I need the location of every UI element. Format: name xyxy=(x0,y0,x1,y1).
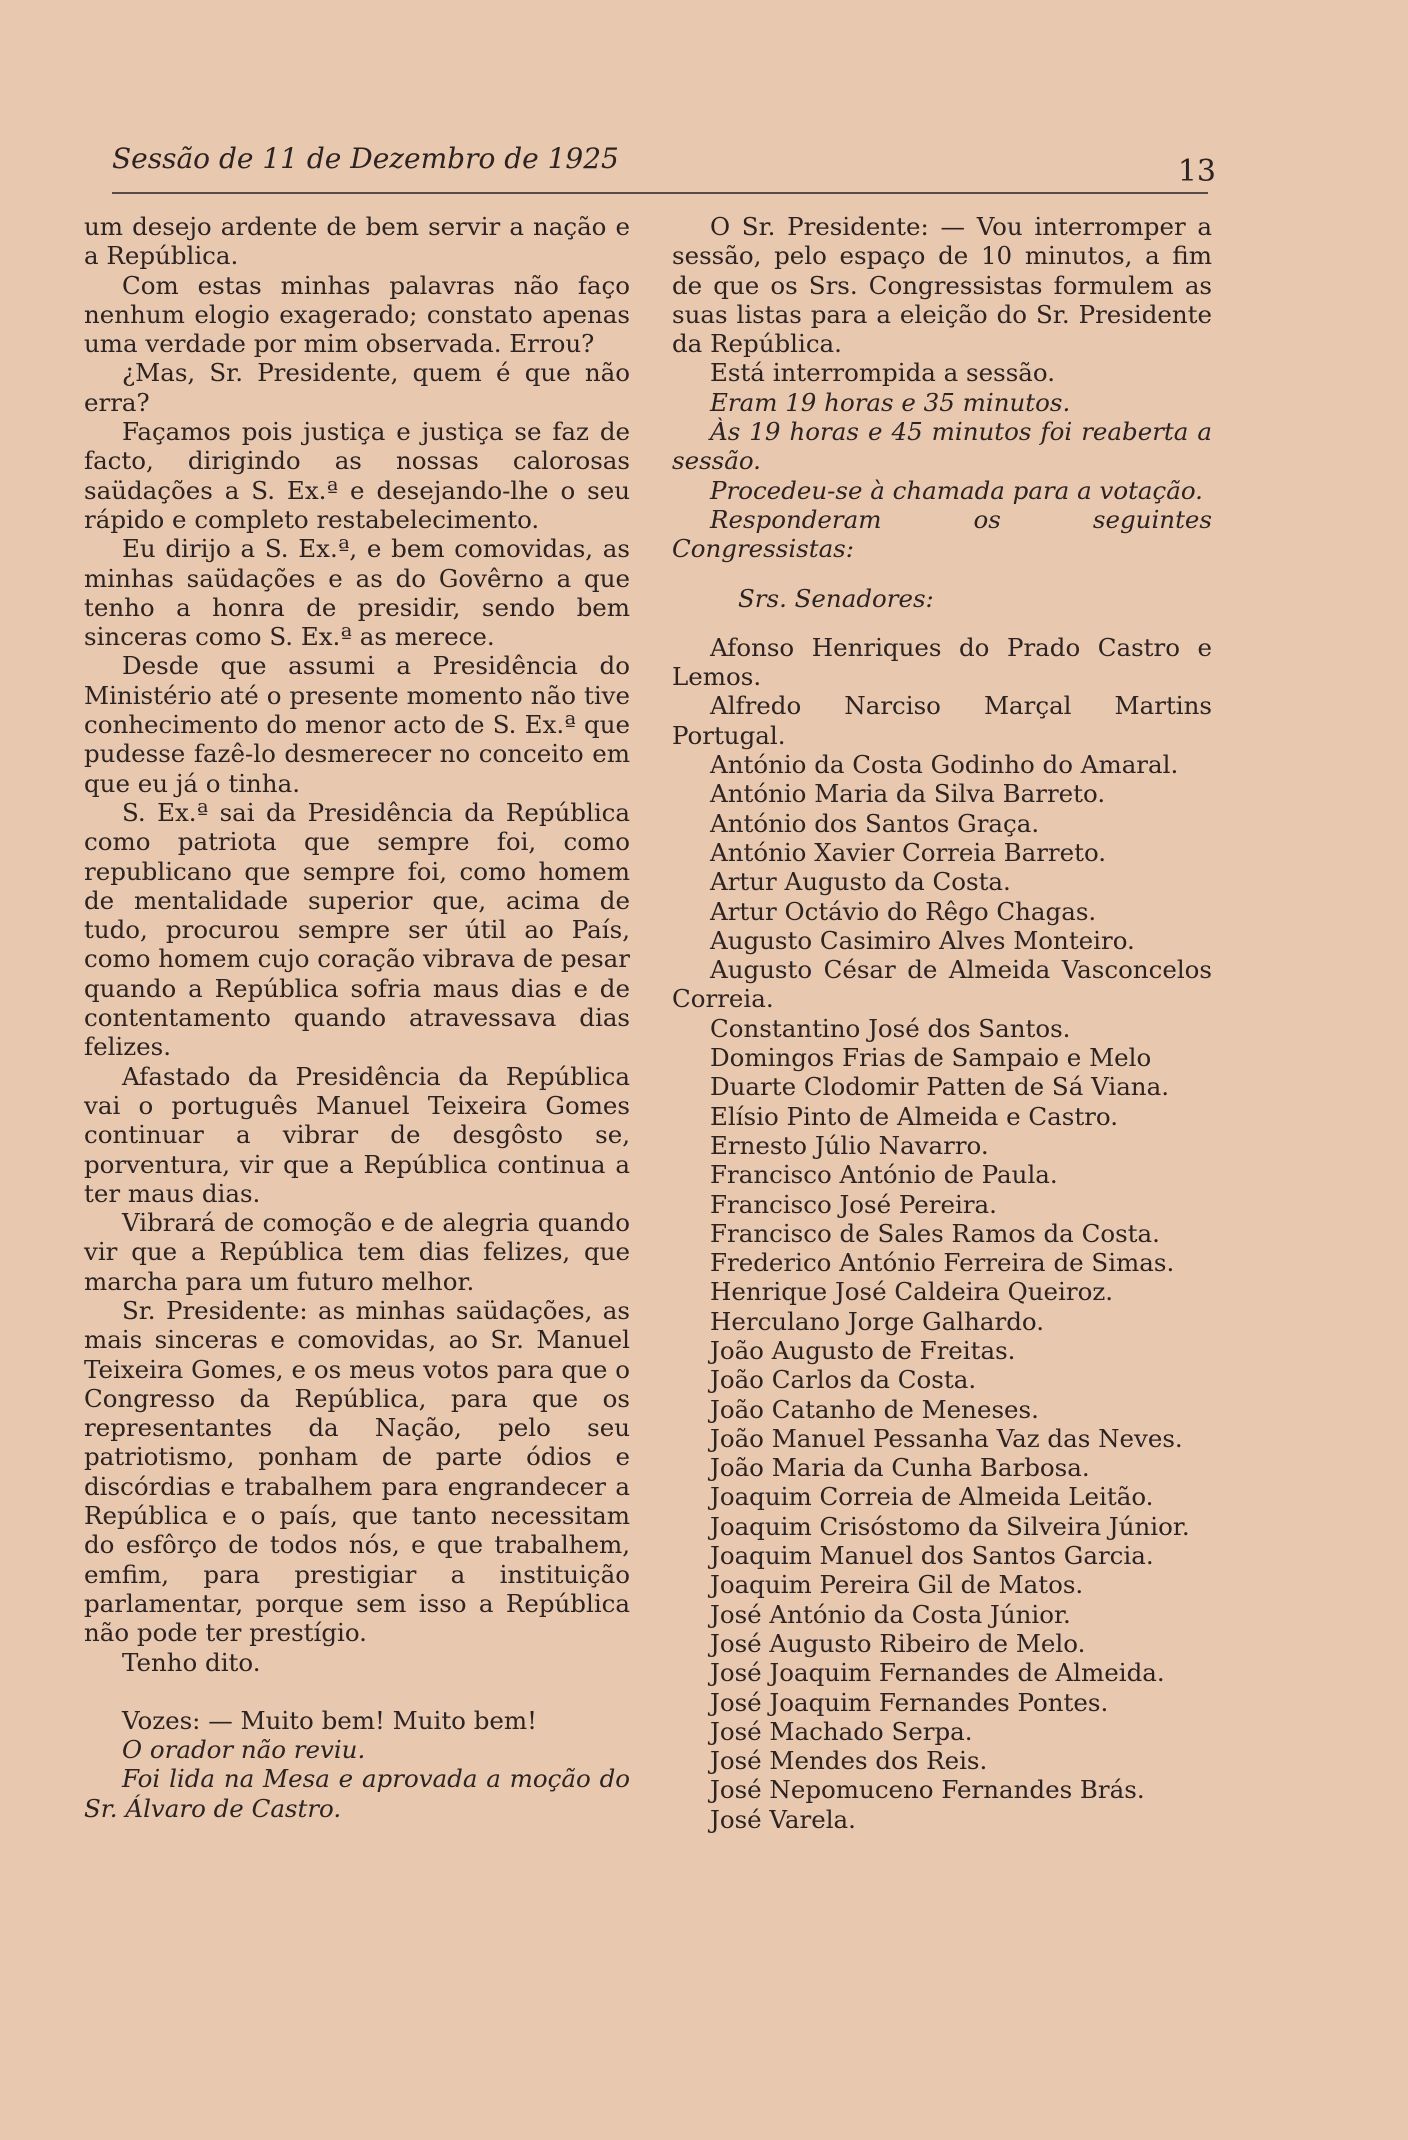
senador-name: Joaquim Crisóstomo da Silveira Júnior. xyxy=(710,1511,1190,1541)
senador-name: Frederico António Ferreira de Simas. xyxy=(710,1248,1175,1278)
senador-name: Domingos Frias de Sampaio e Melo xyxy=(710,1043,1152,1073)
paragraph: Desde que assumi a Presidência do Ministério até o presente momento não tive conhecimento do menor acto de S. Ex.ª que pudesse fazê-lo desmerecer no conceito em que eu já o tinha. xyxy=(84,651,630,798)
senador-name: Duarte Clodomir Patten de Sá Viana. xyxy=(710,1072,1169,1102)
senador-name: Constantino José dos Santos. xyxy=(710,1013,1071,1043)
senador-name: João Catanho de Meneses. xyxy=(710,1394,1039,1424)
paragraph: Vibrará de comoção e de alegria quando vir que a República tem dias felizes, que marcha para um futuro melhor. xyxy=(84,1208,630,1296)
senador-name: José Joaquim Fernandes de Almeida. xyxy=(710,1658,1165,1688)
senador-name: António da Costa Godinho do Amaral. xyxy=(710,750,1179,780)
senador-name: Augusto César de Almeida Vasconcelos Correia. xyxy=(672,955,1212,1014)
lida-note: Foi lida na Mesa e aprovada a moção do Sr. Álvaro de Castro. xyxy=(84,1764,630,1823)
paragraph: Com estas minhas palavras não faço nenhum elogio exagerado; constato apenas uma verdade por mim observada. Errou? xyxy=(84,270,630,359)
senador-name: José António da Costa Júnior. xyxy=(710,1599,1071,1629)
senador-name: Afonso Henriques do Prado Castro e Lemos. xyxy=(672,632,1212,692)
paragraph: ¿Mas, Sr. Presidente, quem é que não erra? xyxy=(84,358,630,417)
senador-name: José Augusto Ribeiro de Melo. xyxy=(710,1628,1086,1658)
senador-name: António Xavier Correia Barreto. xyxy=(710,837,1107,867)
senador-name: Joaquim Correia de Almeida Leitão. xyxy=(710,1482,1154,1512)
senador-name: João Maria da Cunha Barbosa. xyxy=(710,1453,1090,1483)
right-column xyxy=(672,212,1212,1834)
senador-name: Herculano Jorge Galhardo. xyxy=(710,1306,1044,1336)
paragraph: Eu dirijo a S. Ex.ª, e bem comovidas, as minhas saüdações e as do Govêrno a que tenho a honra de presidir, sendo bem sinceras como S. Ex.ª as merece. xyxy=(84,534,630,652)
left-column xyxy=(84,212,630,1823)
paragraph: S. Ex.ª sai da Presidência da República como patriota que sempre foi, como republicano que sempre foi, como homem de mentalidade superior que, acima de tudo, procurou sempre ser útil ao País, como homem cujo coração vibrava de pesar quando a República sofria maus dias e de contentamento quando atravessava dias felizes. xyxy=(84,797,630,1062)
page-header xyxy=(112,142,1216,192)
eram-line: Eram 19 horas e 35 minutos. xyxy=(710,387,1071,417)
reaberta-line: Às 19 horas e 45 minutos foi reaberta a sessão. xyxy=(672,417,1212,476)
senador-name: Francisco António de Paula. xyxy=(710,1160,1058,1190)
senador-name: José Joaquim Fernandes Pontes. xyxy=(710,1687,1109,1717)
interrompida-line: Está interrompida a sessão. xyxy=(710,358,1055,388)
senador-name: Joaquim Manuel dos Santos Garcia. xyxy=(710,1541,1154,1571)
senadores-heading: Srs. Senadores: xyxy=(738,583,934,613)
vozes-line: Vozes: — Muito bem! Muito bem! xyxy=(122,1705,537,1735)
procedeu-line: Procedeu-se à chamada para a votação. xyxy=(710,475,1203,505)
senador-name: Artur Octávio do Rêgo Chagas. xyxy=(710,896,1097,926)
senador-name: Henrique José Caldeira Queiroz. xyxy=(710,1277,1114,1307)
senador-name: Francisco José Pereira. xyxy=(710,1189,997,1219)
senador-name: José Machado Serpa. xyxy=(710,1716,973,1746)
page-number: 13 xyxy=(1177,154,1216,189)
senador-name: Joaquim Pereira Gil de Matos. xyxy=(710,1570,1084,1600)
paragraph: Afastado da Presidência da República vai o português Manuel Teixeira Gomes continuar a vibrar de desgôsto se, porventura, vir que a República continua a ter maus dias. xyxy=(84,1061,630,1208)
senador-name: Francisco de Sales Ramos da Costa. xyxy=(710,1218,1160,1248)
senador-name: João Augusto de Freitas. xyxy=(710,1335,1016,1365)
senador-name: José Nepomuceno Fernandes Brás. xyxy=(710,1775,1145,1805)
presidente-statement: O Sr. Presidente: — Vou interromper a sessão, pelo espaço de 10 minutos, a fim de que os Srs. Congressistas formulem as suas listas para a eleição do Sr. Presidente da República. xyxy=(672,212,1212,359)
senador-name: Ernesto Júlio Navarro. xyxy=(710,1130,989,1160)
senador-name: Alfredo Narciso Marçal Martins Portugal. xyxy=(672,691,1212,750)
header-rule xyxy=(112,192,1208,194)
paragraph: Façamos pois justiça e justiça se faz de facto, dirigindo as nossas calorosas saüdações a S. Ex.ª e desejando-lhe o seu rápido e completo restabelecimento. xyxy=(84,417,630,534)
responderam-line: Responderam os seguintes Congressistas: xyxy=(672,504,1212,564)
paragraph: Sr. Presidente: as minhas saüdações, as mais sinceras e comovidas, ao Sr. Manuel Teixeira Gomes, e os meus votos para que o Congresso da República, para que os representantes da Nação, pelo seu patriotismo, ponham de parte ódios e discórdias e trabalhem para engrandecer a República e o país, que tanto necessitam do esfôrço de todos nós, e que trabalhem, emfim, para prestigiar a instituição parlamentar, porque sem isso a República não pode ter prestígio. xyxy=(84,1295,630,1648)
session-title: Sessão de 11 de Dezembro de 1925 xyxy=(112,142,619,175)
senador-name: José Mendes dos Reis. xyxy=(710,1746,988,1776)
paragraph: um desejo ardente de bem servir a nação e a República. xyxy=(84,212,630,271)
orador-note: O orador não reviu. xyxy=(122,1735,366,1765)
paragraph: Tenho dito. xyxy=(122,1647,261,1677)
senador-name: Artur Augusto da Costa. xyxy=(710,867,1011,897)
senador-name: Augusto Casimiro Alves Monteiro. xyxy=(710,925,1135,955)
senador-name: Elísio Pinto de Almeida e Castro. xyxy=(710,1101,1119,1131)
senador-name: António Maria da Silva Barreto. xyxy=(710,779,1106,809)
senadores-list xyxy=(672,633,1212,1834)
senador-name: João Carlos da Costa. xyxy=(710,1365,977,1395)
senador-name: António dos Santos Graça. xyxy=(710,808,1040,838)
senador-name: José Varela. xyxy=(710,1804,856,1834)
senador-name: João Manuel Pessanha Vaz das Neves. xyxy=(710,1423,1183,1453)
